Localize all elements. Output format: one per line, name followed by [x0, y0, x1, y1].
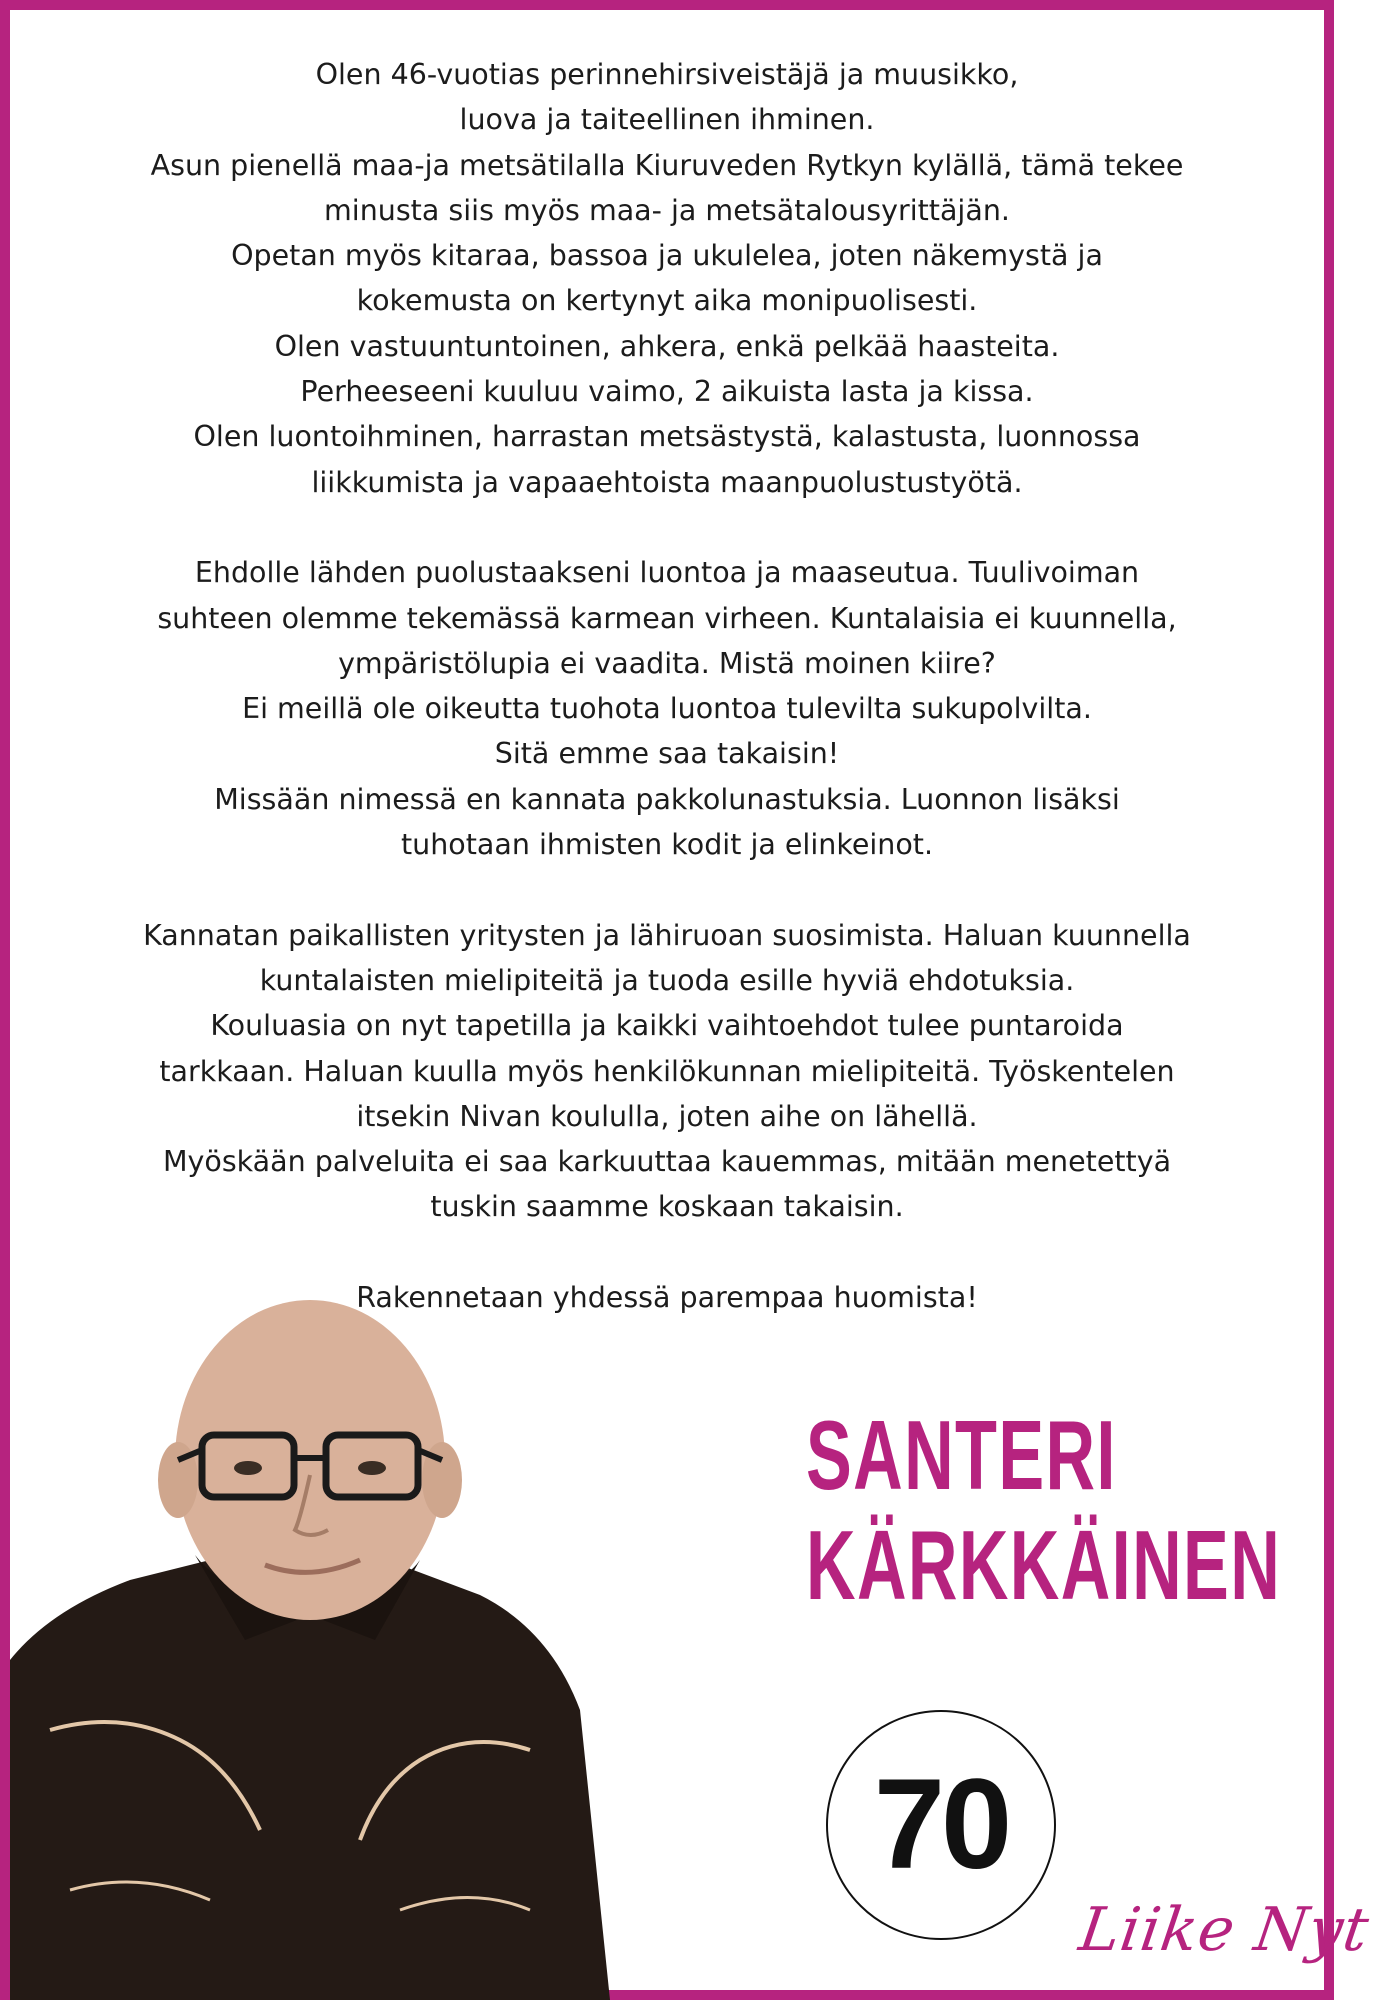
candidate-number-badge	[826, 1710, 1056, 1940]
bio-line: Myöskään palveluita ei saa karkuuttaa kauemmas, mitään menetettyä	[162, 1145, 1172, 1179]
bio-line: tarkkaan. Haluan kuulla myös henkilökunnan mielipiteitä. Työskentelen	[159, 1054, 1175, 1088]
bio-line: Ei meillä ole oikeutta tuohota luontoa tulevilta sukupolvilta.	[242, 692, 1092, 726]
bio-line: Sitä emme saa takaisin!	[494, 737, 840, 771]
bio-line: ympäristölupia ei vaadita. Mistä moinen kiire?	[338, 646, 996, 680]
bio-line: Perheeseeni kuuluu vaimo, 2 aikuista lasta ja kissa.	[300, 375, 1034, 409]
bio-line: Olen vastuuntuntoinen, ahkera, enkä pelkää haasteita.	[274, 329, 1060, 363]
bio-line: Kouluasia on nyt tapetilla ja kaikki vaihtoehdot tulee puntaroida	[210, 1009, 1124, 1043]
bio-line: Olen 46-vuotias perinnehirsiveistäjä ja muusikko,	[315, 58, 1019, 91]
bio-line: Ehdolle lähden puolustaakseni luontoa ja maaseutua. Tuulivoiman	[194, 556, 1140, 590]
bio-line: Kannatan paikallisten yritysten ja lähiruoan suosimista. Haluan kuunnella	[143, 918, 1191, 952]
party-logo-text: Liike Nyt	[1075, 1895, 1374, 1965]
bio-line: luova ja taiteellinen ihminen.	[459, 103, 875, 137]
bio-line: Olen luontoihminen, harrastan metsästystä, kalastusta, luonnossa	[193, 420, 1141, 454]
candidate-name	[806, 1400, 1282, 1620]
bio-text	[30, 52, 1304, 1320]
bio-line: Missään nimessä en kannata pakkolunastuksia. Luonnon lisäksi	[214, 782, 1120, 816]
bio-paragraph-2	[30, 550, 1304, 867]
shirt	[10, 1560, 610, 2000]
bio-line: tuhotaan ihmisten kodit ja elinkeinot.	[400, 828, 934, 862]
bio-line: kokemusta on kertynyt aika monipuolisesti.	[356, 284, 978, 318]
candidate-number: 70	[873, 1753, 1009, 1896]
bio-paragraph-3	[30, 913, 1304, 1230]
bio-line: liikkumista ja vapaaehtoista maanpuolustustyötä.	[311, 465, 1023, 499]
eye-right	[358, 1461, 386, 1475]
bio-line: tuskin saamme koskaan takaisin.	[430, 1190, 904, 1224]
bio-line: kuntalaisten mielipiteitä ja tuoda esille hyviä ehdotuksia.	[259, 963, 1075, 997]
eye-left	[234, 1461, 262, 1475]
bio-line: itsekin Nivan koululla, joten aihe on lähellä.	[356, 1099, 978, 1133]
bio-paragraph-1	[30, 52, 1304, 505]
bio-line: Opetan myös kitaraa, bassoa ja ukulelea, joten näkemystä ja	[231, 239, 1103, 273]
bio-line: Asun pienellä maa-ja metsätilalla Kiuruveden Rytkyn kylällä, tämä tekee	[150, 148, 1184, 182]
bio-line: Rakennetaan yhdessä parempaa huomista!	[356, 1281, 978, 1315]
party-logo	[1075, 1890, 1374, 1980]
bio-line: suhteen olemme tekemässä karmean virheen. Kuntalaisia ei kuunnella,	[157, 601, 1177, 635]
bio-line: minusta siis myös maa- ja metsätalousyrittäjän.	[324, 193, 1010, 227]
candidate-last-name: KÄRKKÄINEN	[806, 1510, 1282, 1620]
candidate-photo	[10, 1310, 650, 2000]
candidate-first-name: SANTERI	[806, 1400, 1117, 1510]
